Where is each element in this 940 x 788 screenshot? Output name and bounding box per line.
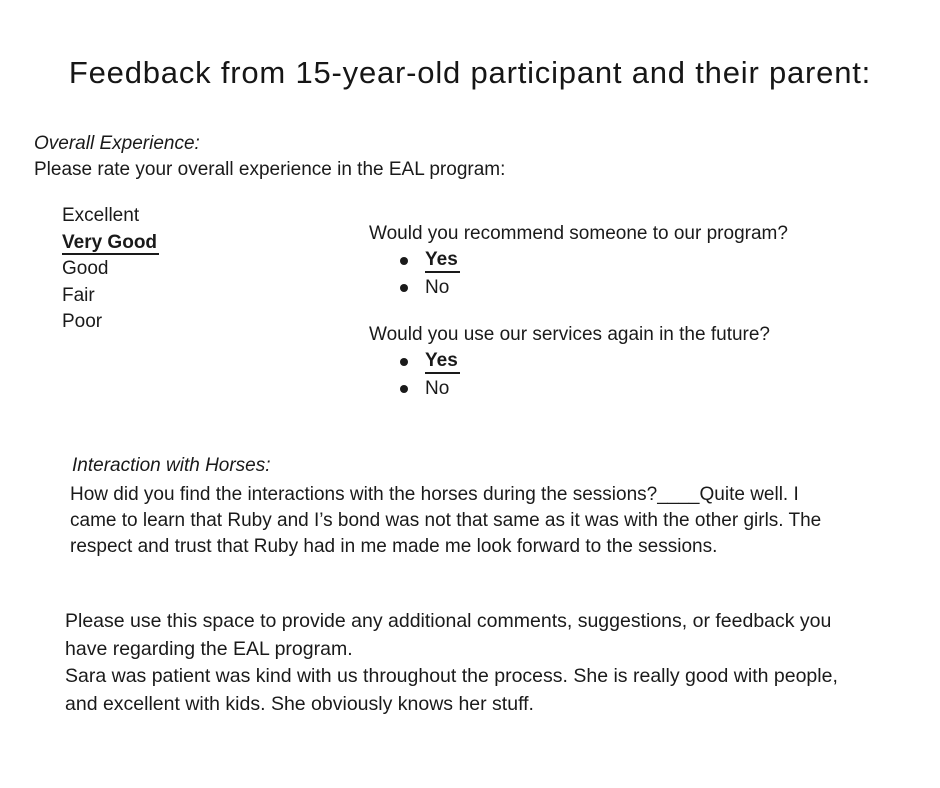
- questions-column: [369, 220, 788, 402]
- rating-option-label: Good: [62, 258, 109, 279]
- overall-experience-heading: Overall Experience:: [34, 133, 200, 154]
- rating-option-label: Fair: [62, 284, 95, 306]
- additional-comments-prompt: Please use this space to provide any additional comments, suggestions, or feedback you have regarding the EAL program.: [65, 610, 832, 660]
- option-row-no: [369, 375, 788, 402]
- overall-experience-section: [34, 131, 505, 183]
- blank-line: ____: [657, 484, 700, 505]
- option-label-no: No: [425, 377, 450, 399]
- bullet-icon: [400, 257, 408, 265]
- option-row-no: [369, 274, 788, 301]
- rating-option-fair: [62, 283, 159, 310]
- rating-option-good: [62, 256, 159, 283]
- rating-options-list: [62, 203, 159, 336]
- rating-option-very-good: [62, 230, 159, 257]
- rating-option-label: Excellent: [62, 205, 140, 226]
- page-title: Feedback from 15-year-old participant and their parent:: [68, 55, 872, 90]
- additional-comments-answer: Sara was patient was kind with us throughout the process. She is really good with people, and excellent with kids. She obviously knows her stuff.: [65, 665, 838, 715]
- horses-question-text: How did you find the interactions with the horses during the sessions?: [70, 484, 658, 505]
- interaction-with-horses-paragraph: [70, 482, 832, 559]
- option-label-yes-selected: Yes: [425, 350, 460, 374]
- horses-answer-text: Quite well. I came to learn that Ruby and I’s bond was not that same as it was with the other girls. The respect and trust that Ruby had in me made me look forward to the sessions.: [70, 484, 822, 557]
- option-row-yes: [369, 247, 788, 274]
- question-recommend: [369, 220, 788, 301]
- bullet-icon: [400, 358, 408, 366]
- option-label-no: No: [425, 276, 450, 298]
- bullet-icon: [400, 284, 408, 292]
- question-recommend-prompt: Would you recommend someone to our program?: [369, 223, 788, 244]
- option-label-yes-selected: Yes: [425, 249, 460, 273]
- option-row-yes: [369, 348, 788, 375]
- bullet-icon: [400, 385, 408, 393]
- interaction-with-horses-heading: Interaction with Horses:: [72, 455, 271, 476]
- question-use-again: [369, 321, 788, 402]
- overall-experience-prompt: Please rate your overall experience in the EAL program:: [34, 159, 506, 180]
- question-use-again-prompt: Would you use our services again in the future?: [369, 324, 770, 345]
- additional-comments-section: [65, 608, 857, 718]
- rating-option-poor: [62, 309, 159, 336]
- rating-option-label-selected: Very Good: [62, 231, 158, 253]
- rating-option-label: Poor: [62, 311, 103, 332]
- rating-option-excellent: [62, 203, 159, 230]
